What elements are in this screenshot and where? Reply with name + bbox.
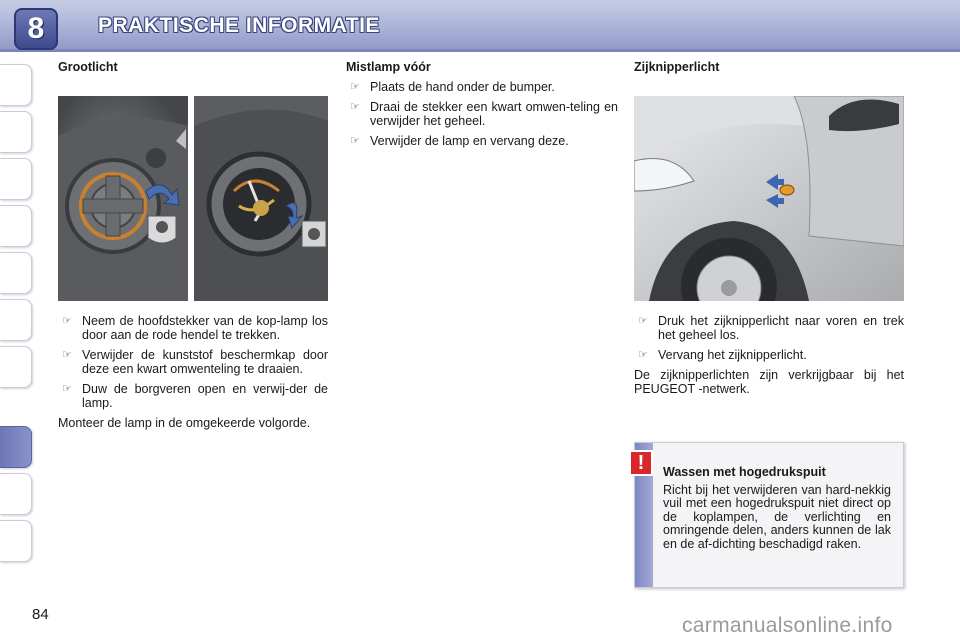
chapter-tab[interactable] xyxy=(0,346,32,388)
warning-content xyxy=(663,466,891,552)
page-number: 84 xyxy=(32,606,49,623)
watermark: carmanualsonline.info xyxy=(682,614,893,637)
zijknipperlicht-closing: De zijknipperlichten zijn verkrijgbaar bij het PEUGEOT -netwerk. xyxy=(634,368,904,396)
chapter-tab[interactable] xyxy=(0,252,32,294)
step-text: Verwijder de kunststof beschermkap door deze een kwart omwenteling te draaien. xyxy=(82,348,328,376)
list-item xyxy=(58,348,328,376)
pointing-hand-icon: ☞ xyxy=(638,349,648,361)
list-item xyxy=(634,348,904,362)
list-item xyxy=(346,134,618,148)
list-item xyxy=(346,100,618,128)
grootlicht-steps xyxy=(58,314,328,430)
grootlicht-closing: Monteer de lamp in de omgekeerde volgorde. xyxy=(58,416,311,430)
warning-title: Wassen met hogedrukspuit xyxy=(663,465,826,479)
warning-icon: ! xyxy=(629,450,653,476)
chapter-title: PRAKTISCHE INFORMATIE xyxy=(98,14,380,37)
chapter-tab[interactable] xyxy=(0,158,32,200)
warning-text: Richt bij het verwijderen van hard-nekkig vuil met een hogedrukspuit niet direct op de koplampen, de verlichting en omringende delen, anders kunnen de lak en de af-dichting beschadigd raken. xyxy=(663,482,891,551)
pointing-hand-icon: ☞ xyxy=(62,383,72,395)
step-text: Verwijder de lamp en vervang deze. xyxy=(370,134,569,148)
chapter-tab[interactable] xyxy=(0,299,32,341)
step-text: Duw de borgveren open en verwij-der de lamp. xyxy=(82,382,328,410)
zijknipperlicht-section xyxy=(634,60,904,84)
headlamp-photo-2 xyxy=(194,96,328,301)
zijknipperlicht-steps xyxy=(634,314,904,396)
step-text: Neem de hoofdstekker van de kop-lamp los door aan de rode hendel te trekken. xyxy=(82,314,328,342)
pointing-hand-icon: ☞ xyxy=(350,81,360,93)
chapter-tab[interactable] xyxy=(0,111,32,153)
grootlicht-heading: Grootlicht xyxy=(58,60,118,74)
list-item xyxy=(346,80,618,94)
chapter-tab[interactable] xyxy=(0,520,32,562)
pointing-hand-icon: ☞ xyxy=(62,349,72,361)
chapter-tab[interactable] xyxy=(0,205,32,247)
list-item xyxy=(58,314,328,342)
chapter-tab[interactable] xyxy=(0,64,32,106)
side-indicator-photo xyxy=(634,96,904,301)
chapter-number-badge: 8 xyxy=(14,8,58,50)
step-text: Draai de stekker een kwart omwen-teling en verwijder het geheel. xyxy=(370,100,618,128)
pointing-hand-icon: ☞ xyxy=(350,135,360,147)
pointing-hand-icon: ☞ xyxy=(638,315,648,327)
chapter-tab[interactable] xyxy=(0,473,32,515)
chapter-tab-active[interactable] xyxy=(0,426,32,468)
headlamp-photo-1 xyxy=(58,96,188,301)
step-text: Druk het zijknipperlicht naar voren en trek het geheel los. xyxy=(658,314,904,342)
list-item xyxy=(58,382,328,410)
zijknipperlicht-heading: Zijknipperlicht xyxy=(634,60,720,74)
grootlicht-section xyxy=(58,60,328,84)
step-text: Plaats de hand onder de bumper. xyxy=(370,80,555,94)
pointing-hand-icon: ☞ xyxy=(62,315,72,327)
step-text: Vervang het zijknipperlicht. xyxy=(658,348,807,362)
pointing-hand-icon: ☞ xyxy=(350,101,360,113)
list-item xyxy=(634,314,904,342)
chapter-tabs xyxy=(0,64,34,576)
mistlamp-section xyxy=(346,60,618,154)
mistlamp-heading: Mistlamp vóór xyxy=(346,60,431,74)
